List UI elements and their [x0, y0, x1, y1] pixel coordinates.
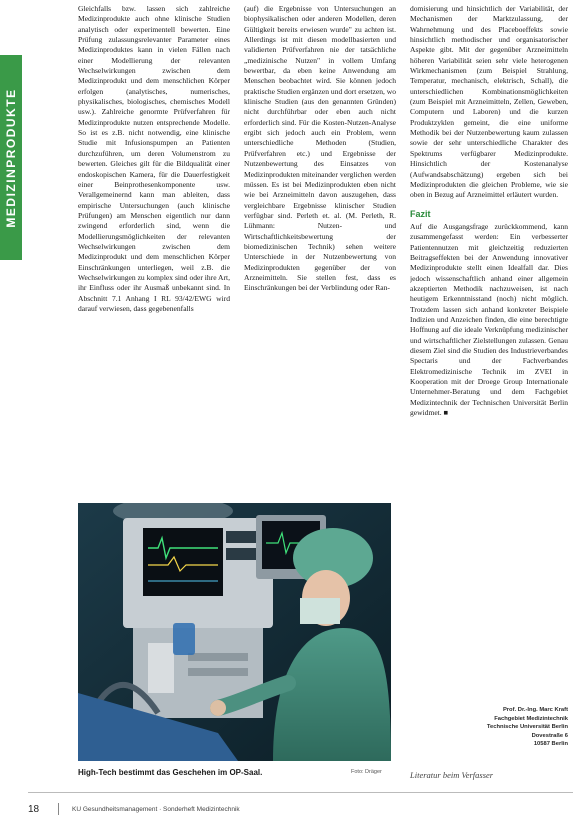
text-column-2 [244, 4, 396, 499]
fazit-heading: Fazit [410, 208, 431, 219]
author-department: Fachgebiet Medizintechnik [494, 715, 568, 722]
operating-room-photo [78, 503, 391, 761]
fazit-paragraph: Auf die Ausgangsfrage zurückkommend, kann zusammengefasst werden: Ein verbesserter Patientennutzen mit gleichzeitig reduzierten Beitragseffekten bei der Anwendung innovativer Medizinprodukte stellt einen Idealfall dar. Dies jedoch wissenschaftlich anhand einer allgemein akzeptierten Methodik nachzuweisen, ist nach heutigem Erkenntnisstand (noch) nicht möglich. Trotzdem lassen sich anhand konkreter Beispiele Indizien und Anzeichen finden, die eine berechtigte Hoffnung auf die ideale Verknüpfung medizinischer und wirtschaftlicher Zielstellungen zulassen. Genau diesem Ziel sind die Studien des Industrieverbandes Spectaris und der Fachverbandes Elektromedizinische Technik im ZVEI in Kooperation mit der Droege Group Internationale Unternehmer-Beratung und dem Fachgebiet Medizintechnik der Technischen Universität Berlin gewidmet. ■ [410, 221, 568, 418]
page-number: 18 [28, 804, 40, 815]
section-tab-label: MEDIZINPRODUKTE [4, 87, 18, 228]
column-2-paragraph: (auf) die Ergebnisse von Untersuchungen an biophysikalischen oder anderen Modellen, deren Gültigkeit bereits erwiesen wurde" zu achten ist. Allerdings ist mit diesen modellbasierten und validierten Prüfverfahren nie der tatsächliche „medizinische Nutzen" in vollem Umfang bewertbar, da eben keine Anwendung am Menschen beobachtet wird. Sie können jedoch praktische Studien ergänzen und dort ersetzen, wo klinische Studien (aus den genannten Gründen) nicht durchführbar oder eben auch nicht erforderlich sind. Für die Kosten-Nutzen-Analyse ergibt sich jedoch auch ein Problem, wenn unterschiedliche Methoden (Studien, Prüfverfahren etc.) und Ergebnisse der Nutzenbewertung des Einsatzes von Medizinprodukten miteinander verglichen werden müssen. Es ist bei Medizinprodukten eben nicht wie bei Arzneimitteln davon auszugehen, dass vergleichbare Ergebnisse klinischer Studien verfügbar sind. Perleth et. al. (M. Perleth, R. Lühmann: Nutzen- und Wirtschaftlichkeitsbewertung der biomedizinischen Technik) sehen weitere Unterschiede in der Nutzenbewertung von Medizinprodukten gegenüber der von Arzneimitteln. Sie stellen fest, dass es Einschränkungen bei der Verblindung oder Ran- [244, 4, 396, 293]
author-name: Prof. Dr.-Ing. Marc Kraft [502, 707, 568, 713]
author-street: Dovestraße 6 [531, 732, 568, 739]
photo-caption: High-Tech bestimmt das Geschehen im OP-Saal. [78, 768, 263, 777]
footer-divider [28, 792, 573, 793]
column-3-paragraph: domisierung und hinsichtlich der Variabilität, der Mechanismen der Marktzulassung, der Wahrnehmung und des Placeboeffekts sowie hinsichtlich methodischer und organisatorischer Aspekte gibt. Mit der gegenüber Arzneimitteln höheren Variabilität seien sehr viele heterogenen Wirkmechanismen (zum Beispiel Strahlung, Temperatur, mechanisch, elektrisch, Schall), die unterschiedlichen Kombinationsmöglichkeiten (zum Beispiel mit Arzneimitteln, Zellen, Geweben, Computern und Laboren) und die kurzen Produktzyklen gemeint, die eine uniforme Methodik bei der Nutzenbewertung kaum zulassen sowie der sehr unterschiedliche Charakter des Spektrums verfügbarer Medizinprodukte. Hinsichtlich der Kostenanalyse (Aufwandsabschätzung) ergeben sich bei Medizinprodukten die gleichen Probleme, wie sie oben in Bezug auf Arzneimittel erläutert wurden. [410, 4, 568, 200]
author-city: 10587 Berlin [533, 741, 568, 748]
photo-credit: Foto: Dräger [351, 769, 382, 775]
author-block [460, 706, 568, 749]
footer-publication: KU Gesundheitsmanagement · Sonderheft Medizintechnik [72, 806, 240, 813]
section-tab [0, 55, 22, 260]
column-1-paragraph: Gleichfalls bzw. lassen sich zahlreiche Medizinprodukte auch ohne klinische Studien analytisch oder experimentell bewerten. Eine Prüfung zulassungsrelevanter Parameter eines Medizinproduktes kann in vielen Fällen nach einer Modellierung der relevanten Wechselwirkungen zwischen dem Medizinprodukt und dem menschlichen Körper erfolgen (analytisches, numerisches, physikalisches, biologisches, chemisches Modell usw.). Zahlreiche genormte Prüfverfahren für Medizinprodukte nutzen entsprechende Modelle. So ist es z.B. nicht notwendig, eine klinische Studie mit Infusionspumpen an Patienten durchzuführen, um deren Volumenstrom zu bewerten. Gleiches gilt für die Bildqualität einer endoskopischen Kamera, für die Dauerfestigkeit einer Beinprothesenkomponente usw. Verallgemeinernd kann man ableiten, dass empirische Untersuchungen (auch klinische Prüfungen) am Menschen eigentlich nur dann zwingend erforderlich sind, wenn die Modellierungsmöglichkeiten der relevanten Wechselwirkungen zwischen dem Medizinprodukt und dem menschlichen Körper Einschränkungen unterliegen, weil z.B. die Wechselwirkungen zu komplex sind oder ihre Art, ihr Einfluss oder ihr Ausmaß unbekannt sind. In Abschnitt 7.1 Anhang I RL 93/42/EWG wird darauf verwiesen, dass gegebenenfalls [78, 4, 230, 313]
text-column-1 [78, 4, 230, 499]
footer-separator [58, 803, 59, 815]
author-organization: Technische Universität Berlin [486, 724, 568, 731]
text-column-3 [410, 4, 568, 749]
literature-note: Literatur beim Verfasser [410, 770, 494, 780]
